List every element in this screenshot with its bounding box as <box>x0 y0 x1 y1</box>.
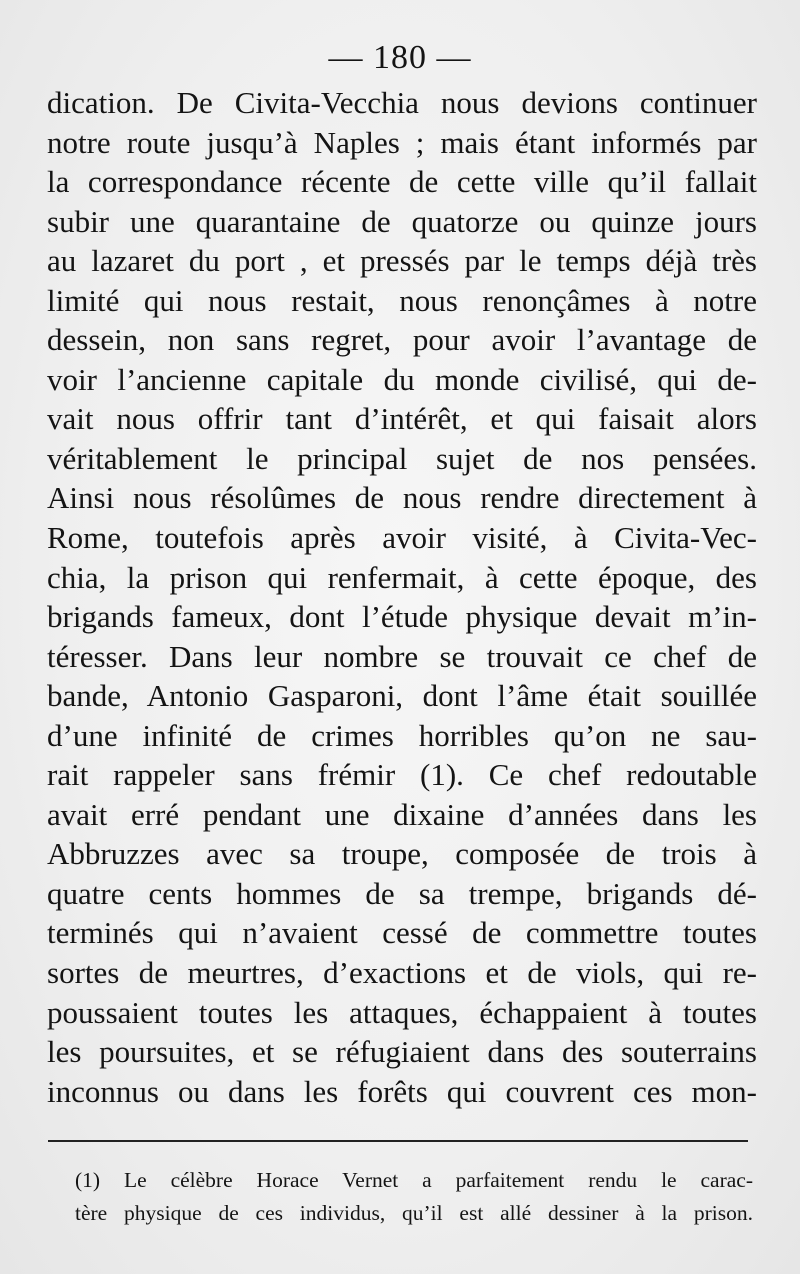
text-line: téresser. Dans leur nombre se trouvait ce chef de <box>47 638 757 674</box>
text-line: Abbruzzes avec sa troupe, composée de trois à <box>47 836 757 872</box>
text-line: subir une quarantaine de quatorze ou quinze jours <box>47 203 757 239</box>
text-line: la correspondance récente de cette ville qu’il fallait <box>47 164 757 200</box>
text-line: dication. De Civita-Vecchia nous devions continuer <box>47 85 757 120</box>
text-line: inconnus ou dans les forêts qui couvrent ces mon- <box>47 1073 757 1109</box>
text-line: les poursuites, et se réfugiaient dans des souterrains <box>47 1034 757 1070</box>
text-line: terminés qui n’avaient cessé de commettre toutes <box>47 915 757 951</box>
footnote <box>75 1164 753 1230</box>
footnote-line: (1) Le célèbre Horace Vernet a parfaitement rendu le carac- <box>75 1168 753 1192</box>
text-line: rait rappeler sans frémir (1). Ce chef redoutable <box>47 757 757 793</box>
text-line: brigands fameux, dont l’étude physique devait m’in- <box>47 599 757 635</box>
text-line: notre route jusqu’à Naples ; mais étant informés par <box>47 124 757 160</box>
footnote-divider <box>48 1140 748 1142</box>
page-number: — 180 — <box>328 39 472 76</box>
text-line: avait erré pendant une dixaine d’années dans les <box>47 796 757 832</box>
text-line: d’une infinité de crimes horribles qu’on ne sau- <box>47 717 757 753</box>
text-line: vait nous offrir tant d’intérêt, et qui faisait alors <box>47 401 757 437</box>
text-line: véritablement le principal sujet de nos pensées. <box>47 440 757 476</box>
text-line: Rome, toutefois après avoir visité, à Civita-Vec- <box>47 520 757 556</box>
body-text <box>47 83 757 1111</box>
text-line: sortes de meurtres, d’exactions et de viols, qui re- <box>47 955 757 991</box>
text-line: bande, Antonio Gasparoni, dont l’âme était souillée <box>47 678 757 714</box>
text-line: dessein, non sans regret, pour avoir l’avantage de <box>47 322 757 358</box>
text-line: quatre cents hommes de sa trempe, brigands dé- <box>47 875 757 911</box>
text-line: au lazaret du port , et pressés par le temps déjà très <box>47 243 757 279</box>
text-line: voir l’ancienne capitale du monde civilisé, qui de- <box>47 361 757 397</box>
text-line: chia, la prison qui renfermait, à cette époque, des <box>47 559 757 595</box>
text-line: Ainsi nous résolûmes de nous rendre directement à <box>47 480 757 516</box>
text-line: poussaient toutes les attaques, échappaient à toutes <box>47 994 757 1030</box>
text-line: limité qui nous restait, nous renonçâmes à notre <box>47 282 757 318</box>
footnote-line: tère physique de ces individus, qu’il est allé dessiner à la prison. <box>75 1201 753 1225</box>
